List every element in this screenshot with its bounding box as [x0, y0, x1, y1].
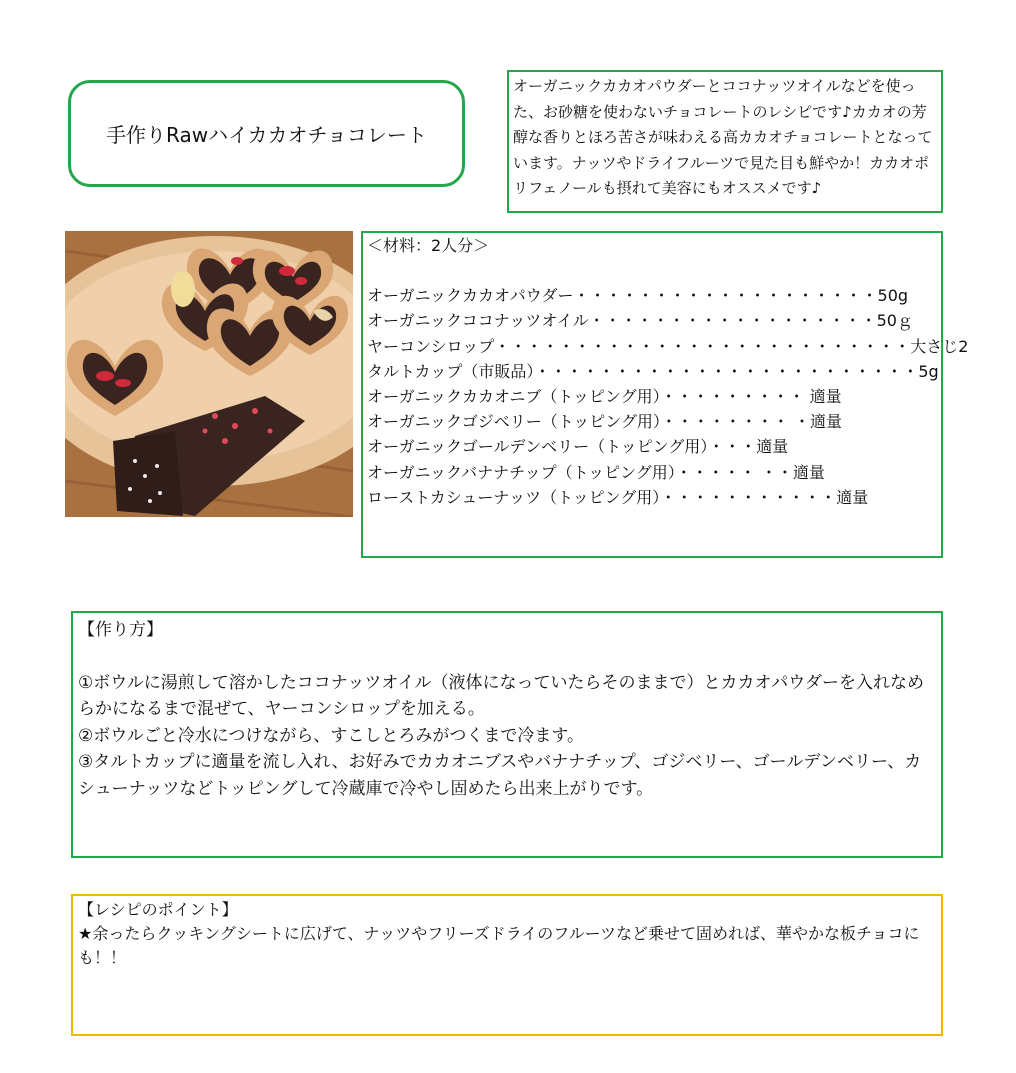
ingredient-item: オーガニックゴジベリー（トッピング用）・・・・・・・・ ・適量 [367, 412, 843, 432]
recipe-description: オーガニックカカオパウダーとココナッツオイルなどを使った、お砂糖を使わないチョコレートのレシピです♪カカオの芳醇な香りとほろ苦さが味わえる高カカオチョコレートとなっています。ナッツやドライフルーツで見た目も鮮やか！カカオポリフェノールも摂れて美容にもオススメです♪ [507, 70, 943, 213]
ingredient-item: タルトカップ（市販品）・・・・・・・・・・・・・・・・・・・・・・・・5g [367, 361, 939, 381]
method-step: ②ボウルごと冷水につけながら、すこしとろみがつくまで冷ます。 [78, 725, 585, 746]
ingredients-heading: ＜材料：2人分＞ [367, 236, 490, 255]
ingredient-item: オーガニックゴールデンベリー（トッピング用）・・・適量 [367, 437, 789, 457]
method-step: ①ボウルに湯煎して溶かしたココナッツオイル（液体になっていたらそのままで）とカカオパウダーを入れなめらかになるまで混ぜて、ヤーコンシロップを加える。 [78, 672, 925, 719]
method-step: ③タルトカップに適量を流し入れ、お好みでカカオニブスやバナナチップ、ゴジベリー、ゴールデンベリー、カシューナッツなどトッピングして冷蔵庫で冷やし固めたら出来上がりです。 [78, 752, 922, 799]
ingredient-item: ローストカシューナッツ（トッピング用）・・・・・・・・・・・適量 [367, 487, 869, 507]
ingredient-item: オーガニックココナッツオイル・・・・・・・・・・・・・・・・・・50ｇ [367, 311, 913, 331]
chocolate-photo-image [65, 231, 353, 517]
ingredient-item: オーガニックカカオパウダー・・・・・・・・・・・・・・・・・・・50g [367, 286, 909, 306]
ingredient-item: ヤーコンシロップ・・・・・・・・・・・・・・・・・・・・・・・・・・大さじ2 [367, 336, 969, 356]
recipe-title: 手作りRawハイカカオチョコレート [106, 123, 427, 147]
point-heading: 【レシピのポイント】 [78, 900, 238, 919]
ingredient-item: オーガニックカカオニブ（トッピング用）・・・・・・・・・ 適量 [367, 387, 842, 407]
recipe-point-box [71, 894, 943, 1036]
ingredients-box [361, 231, 969, 558]
method-heading: 【作り方】 [78, 620, 163, 640]
method-box [71, 611, 943, 858]
chocolate-photo [65, 231, 353, 517]
recipe-title-box [68, 80, 465, 187]
point-text: ★余ったらクッキングシートに広げて、ナッツやフリーズドライのフルーツなど乗せて固めれば、華やかな板チョコにも！！ [78, 924, 920, 967]
ingredient-item: オーガニックバナナチップ（トッピング用）・・・・・ ・・適量 [367, 462, 825, 482]
